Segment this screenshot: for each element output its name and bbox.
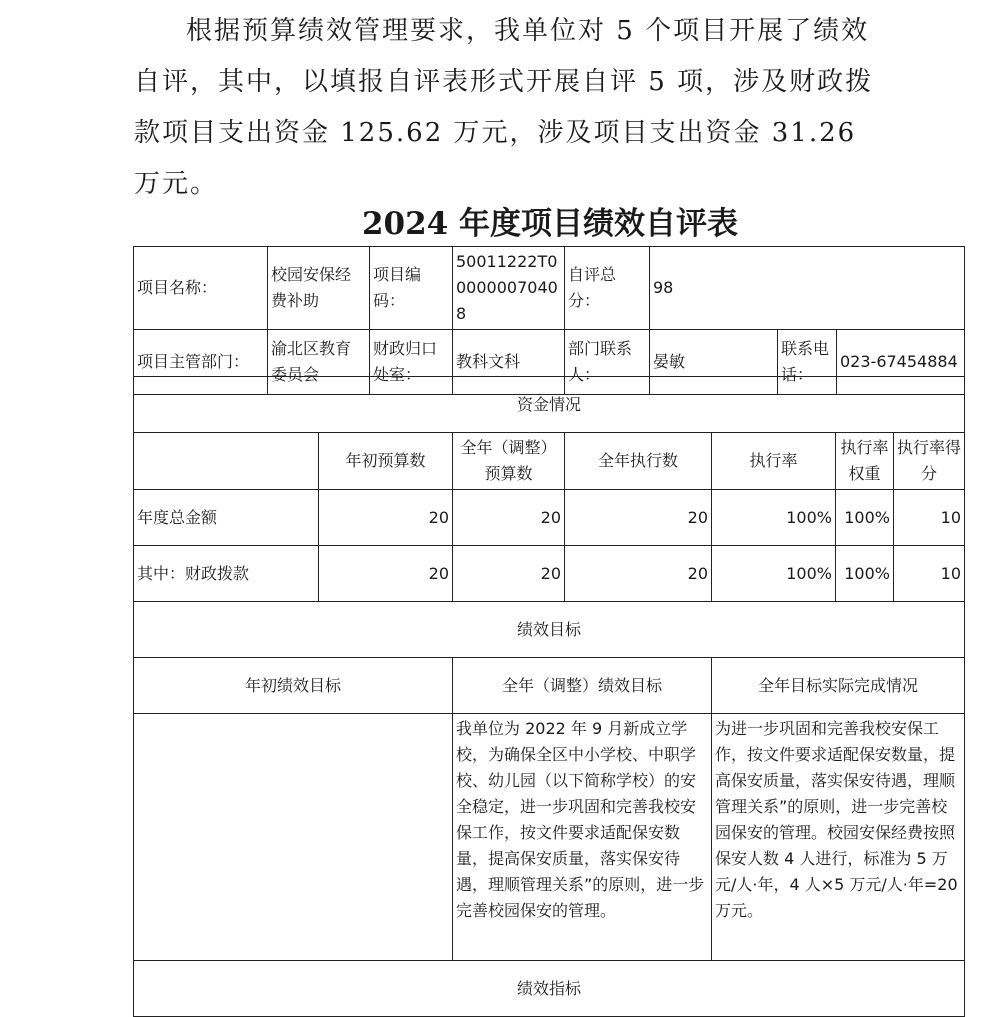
- dept-label: 项目主管部门：: [134, 330, 268, 395]
- funds-cell: 100%: [836, 546, 894, 602]
- project-info-table: [133, 246, 965, 395]
- funds-cell: 100%: [712, 546, 836, 602]
- goals-header-adjusted: 全年（调整）绩效目标: [453, 658, 712, 714]
- funds-cell: 10: [894, 546, 965, 602]
- funds-header-row: [134, 433, 965, 490]
- funds-section-row: [134, 377, 965, 433]
- goals-header-initial: 年初绩效目标: [134, 658, 453, 714]
- funds-header-executed: 全年执行数: [565, 433, 712, 490]
- funds-header-initial-budget: 年初预算数: [319, 433, 453, 490]
- finance-office-label: 财政归口处室：: [370, 330, 453, 395]
- funds-cell: 20: [565, 490, 712, 546]
- funds-cell: 100%: [836, 490, 894, 546]
- phone-label: 联系电话：: [778, 330, 837, 395]
- project-name: 校园安保经费补助: [268, 247, 370, 330]
- intro-paragraph: 根据预算绩效管理要求，我单位对 5 个项目开展了绩效自评，其中，以填报自评表形式开展自评 5 项，涉及财政拨款项目支出资金 125.62 万元，涉及项目支出资金 31.26 万元。: [134, 16, 874, 199]
- goals-header-row: [134, 658, 965, 714]
- goals-section-heading: 绩效目标: [134, 602, 965, 658]
- score-value: 98: [650, 247, 965, 330]
- funds-row: [134, 546, 965, 602]
- funds-row: [134, 490, 965, 546]
- funds-header-score: 执行率得分: [894, 433, 965, 490]
- funds-section-heading: 资金情况: [134, 377, 965, 433]
- phone-value: 023-67454884: [837, 330, 965, 395]
- info-row-1: [134, 247, 965, 330]
- project-name-label: 项目名称：: [134, 247, 268, 330]
- funds-cell: 20: [319, 546, 453, 602]
- contact-label: 部门联系人：: [565, 330, 650, 395]
- goals-adjusted-text: 我单位为 2022 年 9 月新成立学校，为确保全区中小学校、中职学校、幼儿园（以下简称学校）的安全稳定，进一步巩固和完善我校安保工作，按文件要求适配保安数量，提高保安质量，落实保安待遇，理顺管理关系”的原则，进一步完善校园保安的管理。: [453, 714, 712, 961]
- funds-cell: 20: [453, 490, 565, 546]
- score-label: 自评总分：: [565, 247, 650, 330]
- funds-cell: 100%: [712, 490, 836, 546]
- dept-value: 渝北区教育委员会: [268, 330, 370, 395]
- indicators-section-heading: 绩效指标: [134, 961, 965, 1017]
- funds-cell: 20: [319, 490, 453, 546]
- finance-office-value: 教科文科: [453, 330, 565, 395]
- funds-header-rate: 执行率: [712, 433, 836, 490]
- funds-header-weight: 执行率权重: [836, 433, 894, 490]
- funds-header-blank: [134, 433, 319, 490]
- funds-cell: 20: [453, 546, 565, 602]
- funds-header-adjusted-budget: 全年（调整）预算数: [453, 433, 565, 490]
- indicators-section-row: [134, 961, 965, 1017]
- goals-header-actual: 全年目标实际完成情况: [712, 658, 965, 714]
- goals-actual-text: 为进一步巩固和完善我校安保工作，按文件要求适配保安数量，提高保安质量，落实保安待遇，理顺管理关系”的原则，进一步完善校园保安的管理。校园安保经费按照保安人数 4 人进行，标准为 5 万元/人·年，4 人×5 万元/人·年=20 万元。: [712, 714, 965, 961]
- funds-row-label: 其中：财政拨款: [134, 546, 319, 602]
- funds-cell: 10: [894, 490, 965, 546]
- contact-value: 晏敏: [650, 330, 778, 395]
- goals-initial-text: [134, 714, 453, 961]
- funds-goals-table: [133, 376, 965, 1017]
- project-code: 50011222T000000070408: [453, 247, 565, 330]
- funds-cell: 20: [565, 546, 712, 602]
- goals-section-row: [134, 602, 965, 658]
- project-code-label: 项目编码：: [370, 247, 453, 330]
- table-title: 2024 年度项目绩效自评表: [361, 206, 739, 242]
- funds-row-label: 年度总金额: [134, 490, 319, 546]
- goals-content-row: [134, 714, 965, 961]
